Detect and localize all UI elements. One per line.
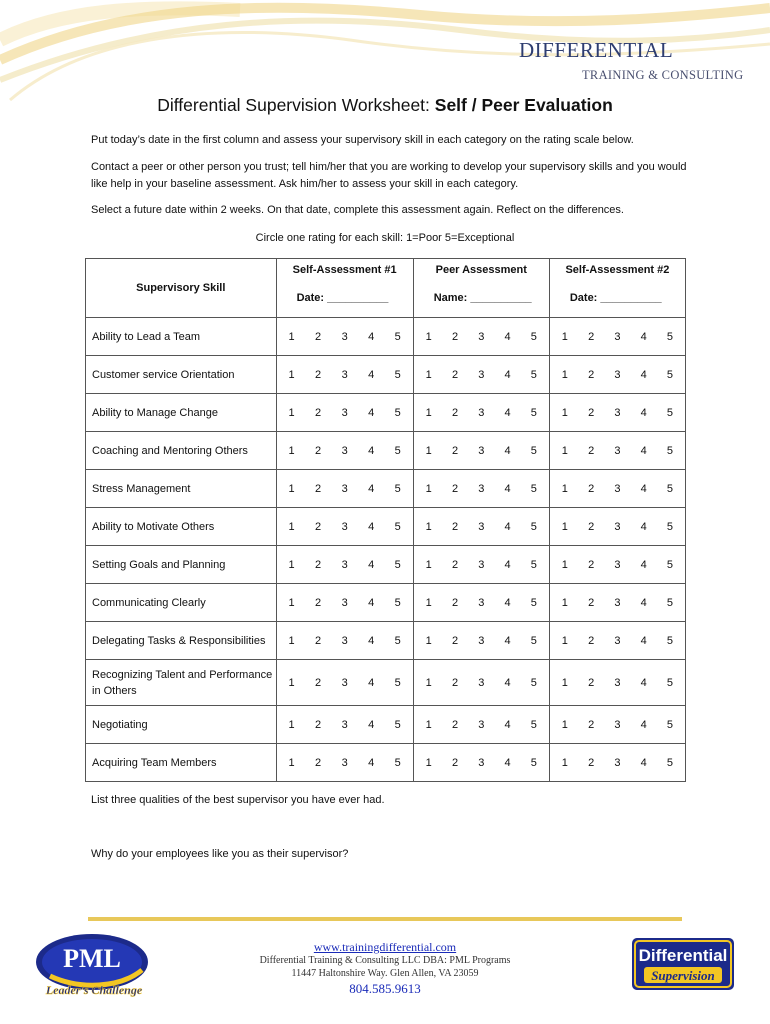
rating-option-5[interactable]: 5 <box>394 520 401 533</box>
rating-option-1[interactable]: 1 <box>561 330 568 343</box>
rating-option-2[interactable]: 2 <box>588 634 595 647</box>
rating-option-5[interactable]: 5 <box>666 596 674 609</box>
rating-option-3[interactable]: 3 <box>614 406 621 419</box>
table-row <box>86 546 686 584</box>
rating-option-5[interactable]: 5 <box>666 718 674 731</box>
skill-label: Recognizing Talent and Performance in Others <box>86 660 277 706</box>
rating-option-4[interactable]: 4 <box>368 558 375 571</box>
rating-option-1[interactable]: 1 <box>561 596 568 609</box>
rating-option-4[interactable]: 4 <box>368 482 375 495</box>
rating-option-4[interactable]: 4 <box>368 406 375 419</box>
rating-option-4[interactable]: 4 <box>368 718 375 731</box>
page-title: Differential Supervision Worksheet: Self / Peer Evaluation <box>157 95 613 115</box>
rating-option-4[interactable]: 4 <box>504 756 511 769</box>
skill-label: Communicating Clearly <box>86 584 277 622</box>
rating-option-3[interactable]: 3 <box>614 596 621 609</box>
rating-option-4[interactable]: 4 <box>368 634 375 647</box>
footer-divider <box>88 917 682 921</box>
rating-option-2[interactable]: 2 <box>588 330 595 343</box>
rating-option-4[interactable]: 4 <box>368 444 375 457</box>
rating-cell <box>549 584 685 622</box>
rating-option-2[interactable]: 2 <box>588 596 595 609</box>
rating-cell <box>549 470 685 508</box>
rating-option-5[interactable]: 5 <box>530 406 537 419</box>
table-row <box>86 660 686 706</box>
rating-option-3[interactable]: 3 <box>478 756 485 769</box>
table-row <box>86 470 686 508</box>
rating-option-4[interactable]: 4 <box>368 676 375 689</box>
rating-option-1[interactable]: 1 <box>561 718 568 731</box>
rating-option-1[interactable]: 1 <box>425 330 432 343</box>
svg-text:Differential: Differential <box>638 946 728 965</box>
rating-cell <box>549 394 685 432</box>
rating-option-1[interactable]: 1 <box>288 444 295 457</box>
rating-option-2[interactable]: 2 <box>451 482 459 495</box>
rating-option-5[interactable]: 5 <box>530 558 537 571</box>
rating-option-5[interactable]: 5 <box>666 756 674 769</box>
rating-option-2[interactable]: 2 <box>588 718 595 731</box>
rating-option-2[interactable]: 2 <box>451 406 459 419</box>
skill-label: Ability to Motivate Others <box>86 508 277 546</box>
rating-option-1[interactable]: 1 <box>561 406 568 419</box>
rating-option-3[interactable]: 3 <box>478 558 485 571</box>
skill-label: Setting Goals and Planning <box>86 546 277 584</box>
rating-option-5[interactable]: 5 <box>394 558 401 571</box>
rating-option-2[interactable]: 2 <box>588 558 595 571</box>
rating-option-3[interactable]: 3 <box>341 596 348 609</box>
date-field-2[interactable]: Date: __________ <box>569 292 662 304</box>
rating-option-2[interactable]: 2 <box>588 756 595 769</box>
company-logo-subtitle: TRAINING & CONSULTING <box>582 68 744 82</box>
rating-option-1[interactable]: 1 <box>561 368 568 381</box>
question-employees-like: Why do your employees like you as their supervisor? <box>91 848 349 860</box>
evaluation-table <box>85 258 686 782</box>
rating-option-1[interactable]: 1 <box>288 596 295 609</box>
rating-option-3[interactable]: 3 <box>614 444 621 457</box>
rating-option-3[interactable]: 3 <box>614 718 621 731</box>
rating-option-5[interactable]: 5 <box>530 676 537 689</box>
rating-option-3[interactable]: 3 <box>614 756 621 769</box>
date-field-1[interactable]: Date: __________ <box>296 292 389 304</box>
rating-cell <box>413 508 549 546</box>
rating-option-5[interactable]: 5 <box>666 368 674 381</box>
differential-supervision-logo <box>630 936 736 992</box>
rating-option-2[interactable]: 2 <box>315 444 322 457</box>
rating-option-1[interactable]: 1 <box>425 634 432 647</box>
rating-option-2[interactable]: 2 <box>315 634 322 647</box>
skill-label: Ability to Manage Change <box>86 394 277 432</box>
table-row <box>86 318 686 356</box>
rating-cell <box>413 546 549 584</box>
rating-cell <box>276 546 413 584</box>
rating-cell <box>413 318 549 356</box>
table-row <box>86 622 686 660</box>
rating-option-2[interactable]: 2 <box>451 718 459 731</box>
rating-option-4[interactable]: 4 <box>368 368 375 381</box>
instruction-future: Select a future date within 2 weeks. On that date, complete this assessment again. Reflect on the differences. <box>91 204 624 216</box>
rating-cell <box>549 622 685 660</box>
rating-cell <box>276 394 413 432</box>
skill-label: Negotiating <box>86 706 277 744</box>
rating-cell <box>276 432 413 470</box>
rating-option-2[interactable]: 2 <box>451 676 459 689</box>
rating-option-1[interactable]: 1 <box>425 596 432 609</box>
rating-option-1[interactable]: 1 <box>425 444 432 457</box>
rating-cell <box>549 706 685 744</box>
rating-option-5[interactable]: 5 <box>530 634 537 647</box>
instruction-date: Put today’s date in the first column and assess your supervisory skill in each category on the rating scale below. <box>91 134 634 146</box>
rating-option-3[interactable]: 3 <box>341 558 348 571</box>
rating-option-1[interactable]: 1 <box>561 520 568 533</box>
rating-option-1[interactable]: 1 <box>288 368 295 381</box>
rating-option-1[interactable]: 1 <box>561 676 568 689</box>
table-row <box>86 706 686 744</box>
skill-label: Ability to Lead a Team <box>86 318 277 356</box>
rating-option-4[interactable]: 4 <box>504 406 511 419</box>
rating-option-3[interactable]: 3 <box>341 634 348 647</box>
rating-option-3[interactable]: 3 <box>478 482 485 495</box>
rating-option-2[interactable]: 2 <box>315 330 322 343</box>
rating-option-4[interactable]: 4 <box>504 676 511 689</box>
rating-cell <box>276 744 413 782</box>
skill-column-header: Supervisory Skill <box>86 259 277 318</box>
rating-option-1[interactable]: 1 <box>425 718 432 731</box>
question-best-supervisor: List three qualities of the best supervisor you have ever had. <box>91 794 385 806</box>
rating-option-4[interactable]: 4 <box>640 406 647 419</box>
rating-option-1[interactable]: 1 <box>561 634 568 647</box>
rating-option-1[interactable]: 1 <box>425 756 432 769</box>
rating-cell <box>549 356 685 394</box>
name-field[interactable]: Name: __________ <box>433 292 532 304</box>
rating-option-5[interactable]: 5 <box>394 482 401 495</box>
rating-cell <box>549 546 685 584</box>
rating-option-5[interactable]: 5 <box>394 634 401 647</box>
rating-option-5[interactable]: 5 <box>530 482 537 495</box>
rating-option-3[interactable]: 3 <box>478 596 485 609</box>
rating-option-4[interactable]: 4 <box>640 596 647 609</box>
rating-cell <box>549 744 685 782</box>
rating-option-2[interactable]: 2 <box>588 444 595 457</box>
rating-option-4[interactable]: 4 <box>640 558 647 571</box>
skill-label: Delegating Tasks & Responsibilities <box>86 622 277 660</box>
rating-option-5[interactable]: 5 <box>394 406 401 419</box>
rating-option-5[interactable]: 5 <box>666 634 674 647</box>
rating-option-3[interactable]: 3 <box>478 634 485 647</box>
rating-option-2[interactable]: 2 <box>451 634 459 647</box>
rating-cell <box>276 584 413 622</box>
rating-option-2[interactable]: 2 <box>451 558 459 571</box>
rating-option-3[interactable]: 3 <box>478 520 485 533</box>
rating-option-4[interactable]: 4 <box>640 756 647 769</box>
rating-option-4[interactable]: 4 <box>640 368 647 381</box>
rating-option-3[interactable]: 3 <box>614 368 621 381</box>
rating-option-2[interactable]: 2 <box>588 520 595 533</box>
rating-option-4[interactable]: 4 <box>504 482 511 495</box>
rating-option-4[interactable]: 4 <box>640 634 647 647</box>
rating-option-4[interactable]: 4 <box>368 756 375 769</box>
rating-option-1[interactable]: 1 <box>288 718 295 731</box>
rating-option-3[interactable]: 3 <box>341 520 348 533</box>
rating-option-2[interactable]: 2 <box>315 756 322 769</box>
rating-option-2[interactable]: 2 <box>451 444 459 457</box>
rating-option-5[interactable]: 5 <box>530 596 537 609</box>
rating-option-5[interactable]: 5 <box>394 330 401 343</box>
rating-option-3[interactable]: 3 <box>341 406 348 419</box>
rating-option-5[interactable]: 5 <box>530 520 537 533</box>
rating-cell <box>413 660 549 706</box>
rating-option-1[interactable]: 1 <box>288 406 295 419</box>
rating-option-5[interactable]: 5 <box>530 718 537 731</box>
table-row <box>86 394 686 432</box>
rating-option-4[interactable]: 4 <box>504 596 511 609</box>
rating-cell <box>549 318 685 356</box>
rating-option-5[interactable]: 5 <box>530 330 537 343</box>
rating-option-1[interactable]: 1 <box>561 482 568 495</box>
rating-option-3[interactable]: 3 <box>341 676 348 689</box>
table-row <box>86 356 686 394</box>
rating-option-5[interactable]: 5 <box>666 558 674 571</box>
address-line: 11447 Haltonshire Way. Glen Allen, VA 23059 <box>291 968 479 979</box>
rating-option-2[interactable]: 2 <box>315 676 322 689</box>
rating-option-2[interactable]: 2 <box>588 368 595 381</box>
rating-option-5[interactable]: 5 <box>394 676 401 689</box>
rating-option-2[interactable]: 2 <box>451 368 459 381</box>
svg-text:Supervision: Supervision <box>651 968 715 983</box>
skill-label: Coaching and Mentoring Others <box>86 432 277 470</box>
rating-option-4[interactable]: 4 <box>504 634 511 647</box>
rating-option-1[interactable]: 1 <box>288 482 295 495</box>
rating-option-1[interactable]: 1 <box>561 756 568 769</box>
rating-cell <box>276 318 413 356</box>
rating-option-1[interactable]: 1 <box>561 558 568 571</box>
rating-option-2[interactable]: 2 <box>315 558 322 571</box>
rating-option-4[interactable]: 4 <box>640 520 647 533</box>
rating-option-3[interactable]: 3 <box>341 482 348 495</box>
rating-option-1[interactable]: 1 <box>288 634 295 647</box>
peer-assessment-header: Peer Assessment Name: __________ <box>413 259 549 318</box>
rating-cell <box>276 706 413 744</box>
rating-option-3[interactable]: 3 <box>478 330 485 343</box>
rating-option-2[interactable]: 2 <box>315 368 322 381</box>
rating-option-3[interactable]: 3 <box>614 482 621 495</box>
rating-option-5[interactable]: 5 <box>666 444 674 457</box>
rating-cell <box>413 706 549 744</box>
rating-option-1[interactable]: 1 <box>561 444 568 457</box>
rating-option-1[interactable]: 1 <box>425 676 432 689</box>
rating-option-3[interactable]: 3 <box>478 368 485 381</box>
website-link[interactable]: www.trainingdifferential.com <box>313 940 457 954</box>
svg-text:PML: PML <box>63 944 121 973</box>
rating-option-4[interactable]: 4 <box>368 520 375 533</box>
rating-option-3[interactable]: 3 <box>478 676 485 689</box>
self-assessment-1-header: Self-Assessment #1 Date: __________ <box>276 259 413 318</box>
rating-option-3[interactable]: 3 <box>341 330 348 343</box>
rating-cell <box>413 622 549 660</box>
table-row <box>86 508 686 546</box>
rating-cell <box>549 432 685 470</box>
rating-option-3[interactable]: 3 <box>341 718 348 731</box>
rating-option-3[interactable]: 3 <box>478 444 485 457</box>
rating-option-3[interactable]: 3 <box>614 558 621 571</box>
rating-option-2[interactable]: 2 <box>451 520 459 533</box>
rating-option-3[interactable]: 3 <box>478 406 485 419</box>
rating-cell <box>413 432 549 470</box>
rating-option-4[interactable]: 4 <box>640 676 647 689</box>
rating-option-2[interactable]: 2 <box>588 482 595 495</box>
rating-option-1[interactable]: 1 <box>425 406 432 419</box>
rating-option-3[interactable]: 3 <box>614 634 621 647</box>
rating-cell <box>276 470 413 508</box>
rating-option-1[interactable]: 1 <box>425 482 432 495</box>
rating-option-5[interactable]: 5 <box>394 444 401 457</box>
rating-option-1[interactable]: 1 <box>288 756 295 769</box>
rating-option-4[interactable]: 4 <box>640 482 647 495</box>
svg-text:Leader's Challenge: Leader's Challenge <box>45 983 143 997</box>
rating-option-3[interactable]: 3 <box>614 330 621 343</box>
rating-scale-note: Circle one rating for each skill: 1=Poor 5=Exceptional <box>255 232 515 244</box>
rating-option-2[interactable]: 2 <box>315 520 322 533</box>
rating-option-4[interactable]: 4 <box>640 330 647 343</box>
rating-option-3[interactable]: 3 <box>614 676 621 689</box>
rating-option-2[interactable]: 2 <box>451 756 459 769</box>
skill-label: Stress Management <box>86 470 277 508</box>
rating-option-2[interactable]: 2 <box>451 596 459 609</box>
rating-option-2[interactable]: 2 <box>451 330 459 343</box>
rating-option-5[interactable]: 5 <box>666 406 674 419</box>
rating-option-2[interactable]: 2 <box>588 676 595 689</box>
rating-option-1[interactable]: 1 <box>425 520 432 533</box>
skill-label: Customer service Orientation <box>86 356 277 394</box>
rating-option-5[interactable]: 5 <box>666 330 674 343</box>
company-line: Differential Training & Consulting LLC DBA: PML Programs <box>259 955 511 966</box>
rating-option-2[interactable]: 2 <box>588 406 595 419</box>
rating-option-5[interactable]: 5 <box>530 444 537 457</box>
rating-option-1[interactable]: 1 <box>288 676 295 689</box>
rating-option-3[interactable]: 3 <box>341 444 348 457</box>
rating-option-5[interactable]: 5 <box>666 482 674 495</box>
rating-option-1[interactable]: 1 <box>425 368 432 381</box>
rating-option-4[interactable]: 4 <box>368 596 375 609</box>
rating-cell <box>549 660 685 706</box>
rating-option-3[interactable]: 3 <box>341 368 348 381</box>
rating-option-1[interactable]: 1 <box>288 330 295 343</box>
rating-option-4[interactable]: 4 <box>504 718 511 731</box>
rating-option-1[interactable]: 1 <box>288 558 295 571</box>
rating-cell <box>276 622 413 660</box>
rating-option-4[interactable]: 4 <box>640 444 647 457</box>
table-row <box>86 432 686 470</box>
rating-option-4[interactable]: 4 <box>504 558 511 571</box>
rating-option-5[interactable]: 5 <box>530 756 537 769</box>
rating-option-1[interactable]: 1 <box>425 558 432 571</box>
table-row <box>86 744 686 782</box>
company-logo-title: DIFFERENTIAL <box>519 38 674 62</box>
rating-cell <box>276 508 413 546</box>
rating-cell <box>549 508 685 546</box>
rating-option-5[interactable]: 5 <box>394 368 401 381</box>
rating-option-4[interactable]: 4 <box>368 330 375 343</box>
rating-cell <box>413 394 549 432</box>
rating-cell <box>413 744 549 782</box>
rating-option-5[interactable]: 5 <box>394 596 401 609</box>
rating-option-5[interactable]: 5 <box>394 756 401 769</box>
rating-option-4[interactable]: 4 <box>504 368 511 381</box>
rating-cell <box>413 356 549 394</box>
rating-option-3[interactable]: 3 <box>478 718 485 731</box>
rating-cell <box>276 660 413 706</box>
rating-cell <box>276 356 413 394</box>
rating-option-3[interactable]: 3 <box>341 756 348 769</box>
self-assessment-2-header: Self-Assessment #2 Date: __________ <box>549 259 685 318</box>
table-row <box>86 584 686 622</box>
rating-option-1[interactable]: 1 <box>288 520 295 533</box>
instruction-peer: Contact a peer or other person you trust; tell him/her that you are working to develop your supervisory skills and you would like help in your baseline assessment. Ask him/her to assess your skill in each category. <box>91 161 687 190</box>
rating-cell <box>413 470 549 508</box>
rating-option-2[interactable]: 2 <box>315 718 322 731</box>
rating-option-5[interactable]: 5 <box>666 520 674 533</box>
phone-number: 804.585.9613 <box>349 981 421 996</box>
rating-option-4[interactable]: 4 <box>640 718 647 731</box>
rating-option-2[interactable]: 2 <box>315 406 322 419</box>
rating-option-3[interactable]: 3 <box>614 520 621 533</box>
rating-option-2[interactable]: 2 <box>315 596 322 609</box>
rating-cell <box>413 584 549 622</box>
skill-label: Acquiring Team Members <box>86 744 277 782</box>
rating-option-4[interactable]: 4 <box>504 330 511 343</box>
rating-option-5[interactable]: 5 <box>666 676 674 689</box>
rating-option-5[interactable]: 5 <box>530 368 537 381</box>
rating-option-5[interactable]: 5 <box>394 718 401 731</box>
rating-option-2[interactable]: 2 <box>315 482 322 495</box>
rating-option-4[interactable]: 4 <box>504 444 511 457</box>
rating-option-4[interactable]: 4 <box>504 520 511 533</box>
